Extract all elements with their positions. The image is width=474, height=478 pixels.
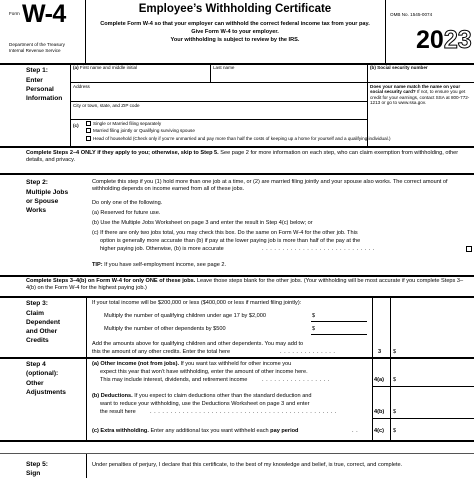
step5-label: Step 5: [26,461,48,468]
step4-name-line-1: Other [26,380,44,387]
step3-children-label: Multiply the number of qualifying children under age 17 by $2,000 [104,313,267,319]
steps34-note-text: Leave those steps blank for the other jobs. (Your withholding will be most accurate if you complete Steps 3–4(b) on the Form W-4 for the highest paying job.) [26,278,464,291]
year-suffix: 23 [443,26,472,54]
steps-3-4-left-border [86,296,87,440]
line-4c-dollar: $ [393,428,397,434]
address-label: Address [73,84,90,89]
step1-label: Step 1: [26,67,48,74]
step2-do-only: Do only one of the following. [92,200,163,206]
filing-single[interactable] [86,121,161,126]
filing-married[interactable] [86,128,195,133]
step2-name-line-2: or Spouse [26,198,59,205]
step4a-line-2: expect this year that won’t have withholding, enter the amount of other income here. [100,369,308,375]
ssn-divider [367,63,368,146]
filing-hoh[interactable] [86,136,472,141]
step3-name-line-4: Credits [26,337,49,344]
step2-top-rule [0,173,474,175]
first-name-label: First name and middle initial [79,65,138,70]
name-match-note [370,84,472,106]
step4b-line-1 [92,393,312,400]
name-divider [210,63,211,82]
label-a [73,65,137,70]
step4b-text-1: If you expect to claim deductions other than the standard deduction and [134,393,312,399]
city-label: City or town, state, and ZIP code [73,103,140,108]
step4b-line-3: the result here [100,409,136,415]
form-title: Employee’s Withholding Certificate [138,3,332,15]
line-4c-amount-field[interactable] [400,427,470,435]
married-checkbox[interactable] [86,128,91,133]
department-line-1: Department of the Treasury [9,42,65,47]
steps34-note-bold: Complete Steps 3–4(b) on Form W-4 for only ONE of these jobs. [26,278,196,284]
form-label: Form [9,11,20,16]
line-4b-number: 4(b) [374,409,385,415]
city-field[interactable] [73,109,365,118]
married-label: Married filing jointly or Qualifying surviving spouse [93,128,195,133]
form-number: W-4 [22,0,66,28]
first-name-field[interactable] [73,71,208,81]
step4-name-line-2: Adjustments [26,389,66,396]
step4b-line-2: want to reduce your withholding, use the Deductions Worksheet on page 3 and enter [100,401,310,407]
step4c-text: Enter any additional tax you want withheld each [150,428,269,434]
line-3-amount-field[interactable] [400,348,470,356]
line-4a-dollar: $ [393,377,397,383]
step4a-leader: . . . . . . . . . . . . . . . . . [262,377,330,383]
step4a-bold: (a) Other income (not from jobs). [92,361,180,367]
b-marker: (b) [370,65,376,70]
ssn-label-group [370,65,428,70]
step2-tip [92,262,226,269]
step1-name-line-2: Personal [26,86,54,93]
step2-c-line-3: higher paying job. Otherwise, (b) is more accurate [100,246,224,252]
steps-2-4-note [26,150,472,163]
a-marker: (a) [73,65,79,70]
name-match-text: If not, to ensure you get credit for your earnings, contact SSA at 800-772-1213 or go to www.ssa.gov. [370,89,470,106]
step2-label: Step 2: [26,179,48,186]
step3-top-rule [0,296,474,298]
step1-name-line-1: Enter [26,77,43,84]
steps-note-text: See page 2 for more information on each step, who can claim exemption from withholding, other details, and privacy. [26,150,459,163]
step5-name-line-1: Sign [26,470,41,477]
step2-name-line-3: Works [26,207,47,214]
line-3-dollar: $ [393,349,397,355]
step1-name-line-3: Information [26,95,63,102]
step2-c-line-1: (c) If there are only two jobs total, you may check this box. Do the same on Form W-4 for the other job. This [92,230,358,236]
step4a-line-1 [92,361,291,368]
others-dollar: $ [312,326,316,332]
single-label: Single or Married filing separately [93,121,162,126]
step3-label: Step 3: [26,300,48,307]
step4a-line-3: This may include interest, dividends, and retirement income [100,377,248,383]
step3-intro: If your total income will be $200,000 or less ($400,000 or less if married filing jointly): [92,300,302,306]
step3-name-line-2: Dependent [26,319,61,326]
last-name-label: Last name [213,65,235,70]
step4-top-rule [0,357,474,359]
step4c-leader: . . [352,428,359,434]
instruction-line-2: Give Form W-4 to your employer. [191,29,279,35]
steps-3-4-note [26,278,472,291]
step4b-leader: . . . . . . . . . . . . . . . . . . . . . . . . . . . . . . . . . . . . . . . . . . . . . . [150,409,337,415]
hoh-checkbox[interactable] [86,136,91,141]
address-field[interactable] [73,90,365,99]
department-line-2: Internal Revenue Service [9,48,61,53]
step4a-text-1: If you want tax withheld for other income you [180,361,292,367]
ssn-label: Social security number [377,65,428,70]
rule-address [70,101,367,102]
step5-perjury-text: Under penalties of perjury, I declare that this certificate, to the best of my knowledge and belief, is true, correct, and complete. [92,462,403,468]
tip-bold: TIP: [92,262,103,268]
step4-optional: (optional): [26,370,59,377]
steps-note-bold: Complete Steps 2–4 ONLY if they apply to you; otherwise, skip to Step 5. [26,150,219,156]
line-4b-dollar: $ [393,409,397,415]
step1-bottom-rule [0,146,474,148]
last-name-field[interactable] [213,71,365,81]
single-checkbox[interactable] [86,121,91,126]
instruction-line-3: Your withholding is subject to review by the IRS. [170,37,300,43]
line-4a-rule [372,386,474,387]
header-divider-left [85,0,86,63]
step4c-bold: (c) Extra withholding. [92,428,149,434]
step3-add-line-1: Add the amounts above for qualifying children and other dependents. You may add to [92,341,304,347]
children-dollar: $ [312,313,316,319]
tip-text: If you have self-employment income, see page 2. [104,262,227,268]
step5-separator [0,453,474,454]
rule-a [70,82,474,83]
step1-left-border [70,63,71,146]
line-4a-number: 4(a) [374,377,384,383]
step4-label: Step 4 [26,361,46,368]
c-marker: (c) [73,123,79,128]
step2-b: (b) Use the Multiple Jobs Worksheet on page 3 and enter the result in Step 4(c) below; or [92,220,313,226]
children-underline [311,321,367,322]
line-4a-amount-field[interactable] [400,376,470,384]
two-jobs-checkbox[interactable] [466,246,472,252]
step2-c-leader: . . . . . . . . . . . . . . . . . . . . . . . . . . . . [262,246,375,252]
step3-name-line-1: Claim [26,310,44,317]
children-amount-field[interactable] [318,312,366,320]
instruction-line-1: Complete Form W-4 so that your employer can withhold the correct federal income tax from your pay. [100,21,370,27]
hoh-label: Head of household (Check only if you’re unmarried and pay more than half the costs of keeping up a home for yourself and a qualifying individual.) [93,136,391,141]
step2-intro: Complete this step if you (1) hold more than one job at a time, or (2) are married filing jointly and your spouse also works. The correct amount of withholding depends on income earned from all of these jobs. [92,179,448,192]
tax-year [416,26,472,54]
header-divider-right [385,0,386,63]
step4b-bold: (b) Deductions. [92,393,133,399]
step3-leader: . . . . . . . . . . . . . . [280,349,336,355]
line-3-number: 3 [378,349,382,355]
step4c-pay-period: pay period [270,428,299,434]
others-underline [311,334,367,335]
line-4b-rule [372,418,474,419]
step3-add-line-2: this the amount of any other credits. Enter the total here [92,349,231,355]
omb-number: OMB No. 1545-0074 [390,12,433,17]
step2-bottom-rule [0,275,474,277]
step3-name-line-3: and Other [26,328,58,335]
step5-left-border [86,454,87,478]
step3-others-label: Multiply the number of other dependents by $500 [104,326,226,332]
step5-top-rule [0,440,474,442]
step2-a: (a) Reserved for future use. [92,210,161,216]
line-4b-amount-field[interactable] [400,408,470,416]
ssn-field[interactable] [370,71,470,81]
line-4c-number: 4(c) [374,428,384,434]
step2-c-line-2: option is generally more accurate than (b) if pay at the lower paying job is more than half of the pay at the [100,238,361,244]
step4c-line [92,428,298,435]
rule-city [70,119,367,120]
step2-name-line-1: Multiple Jobs [26,189,69,196]
name-match-bold: Does your name match the name on your social security card? [370,84,461,95]
others-amount-field[interactable] [318,325,366,333]
year-prefix: 20 [416,26,444,54]
